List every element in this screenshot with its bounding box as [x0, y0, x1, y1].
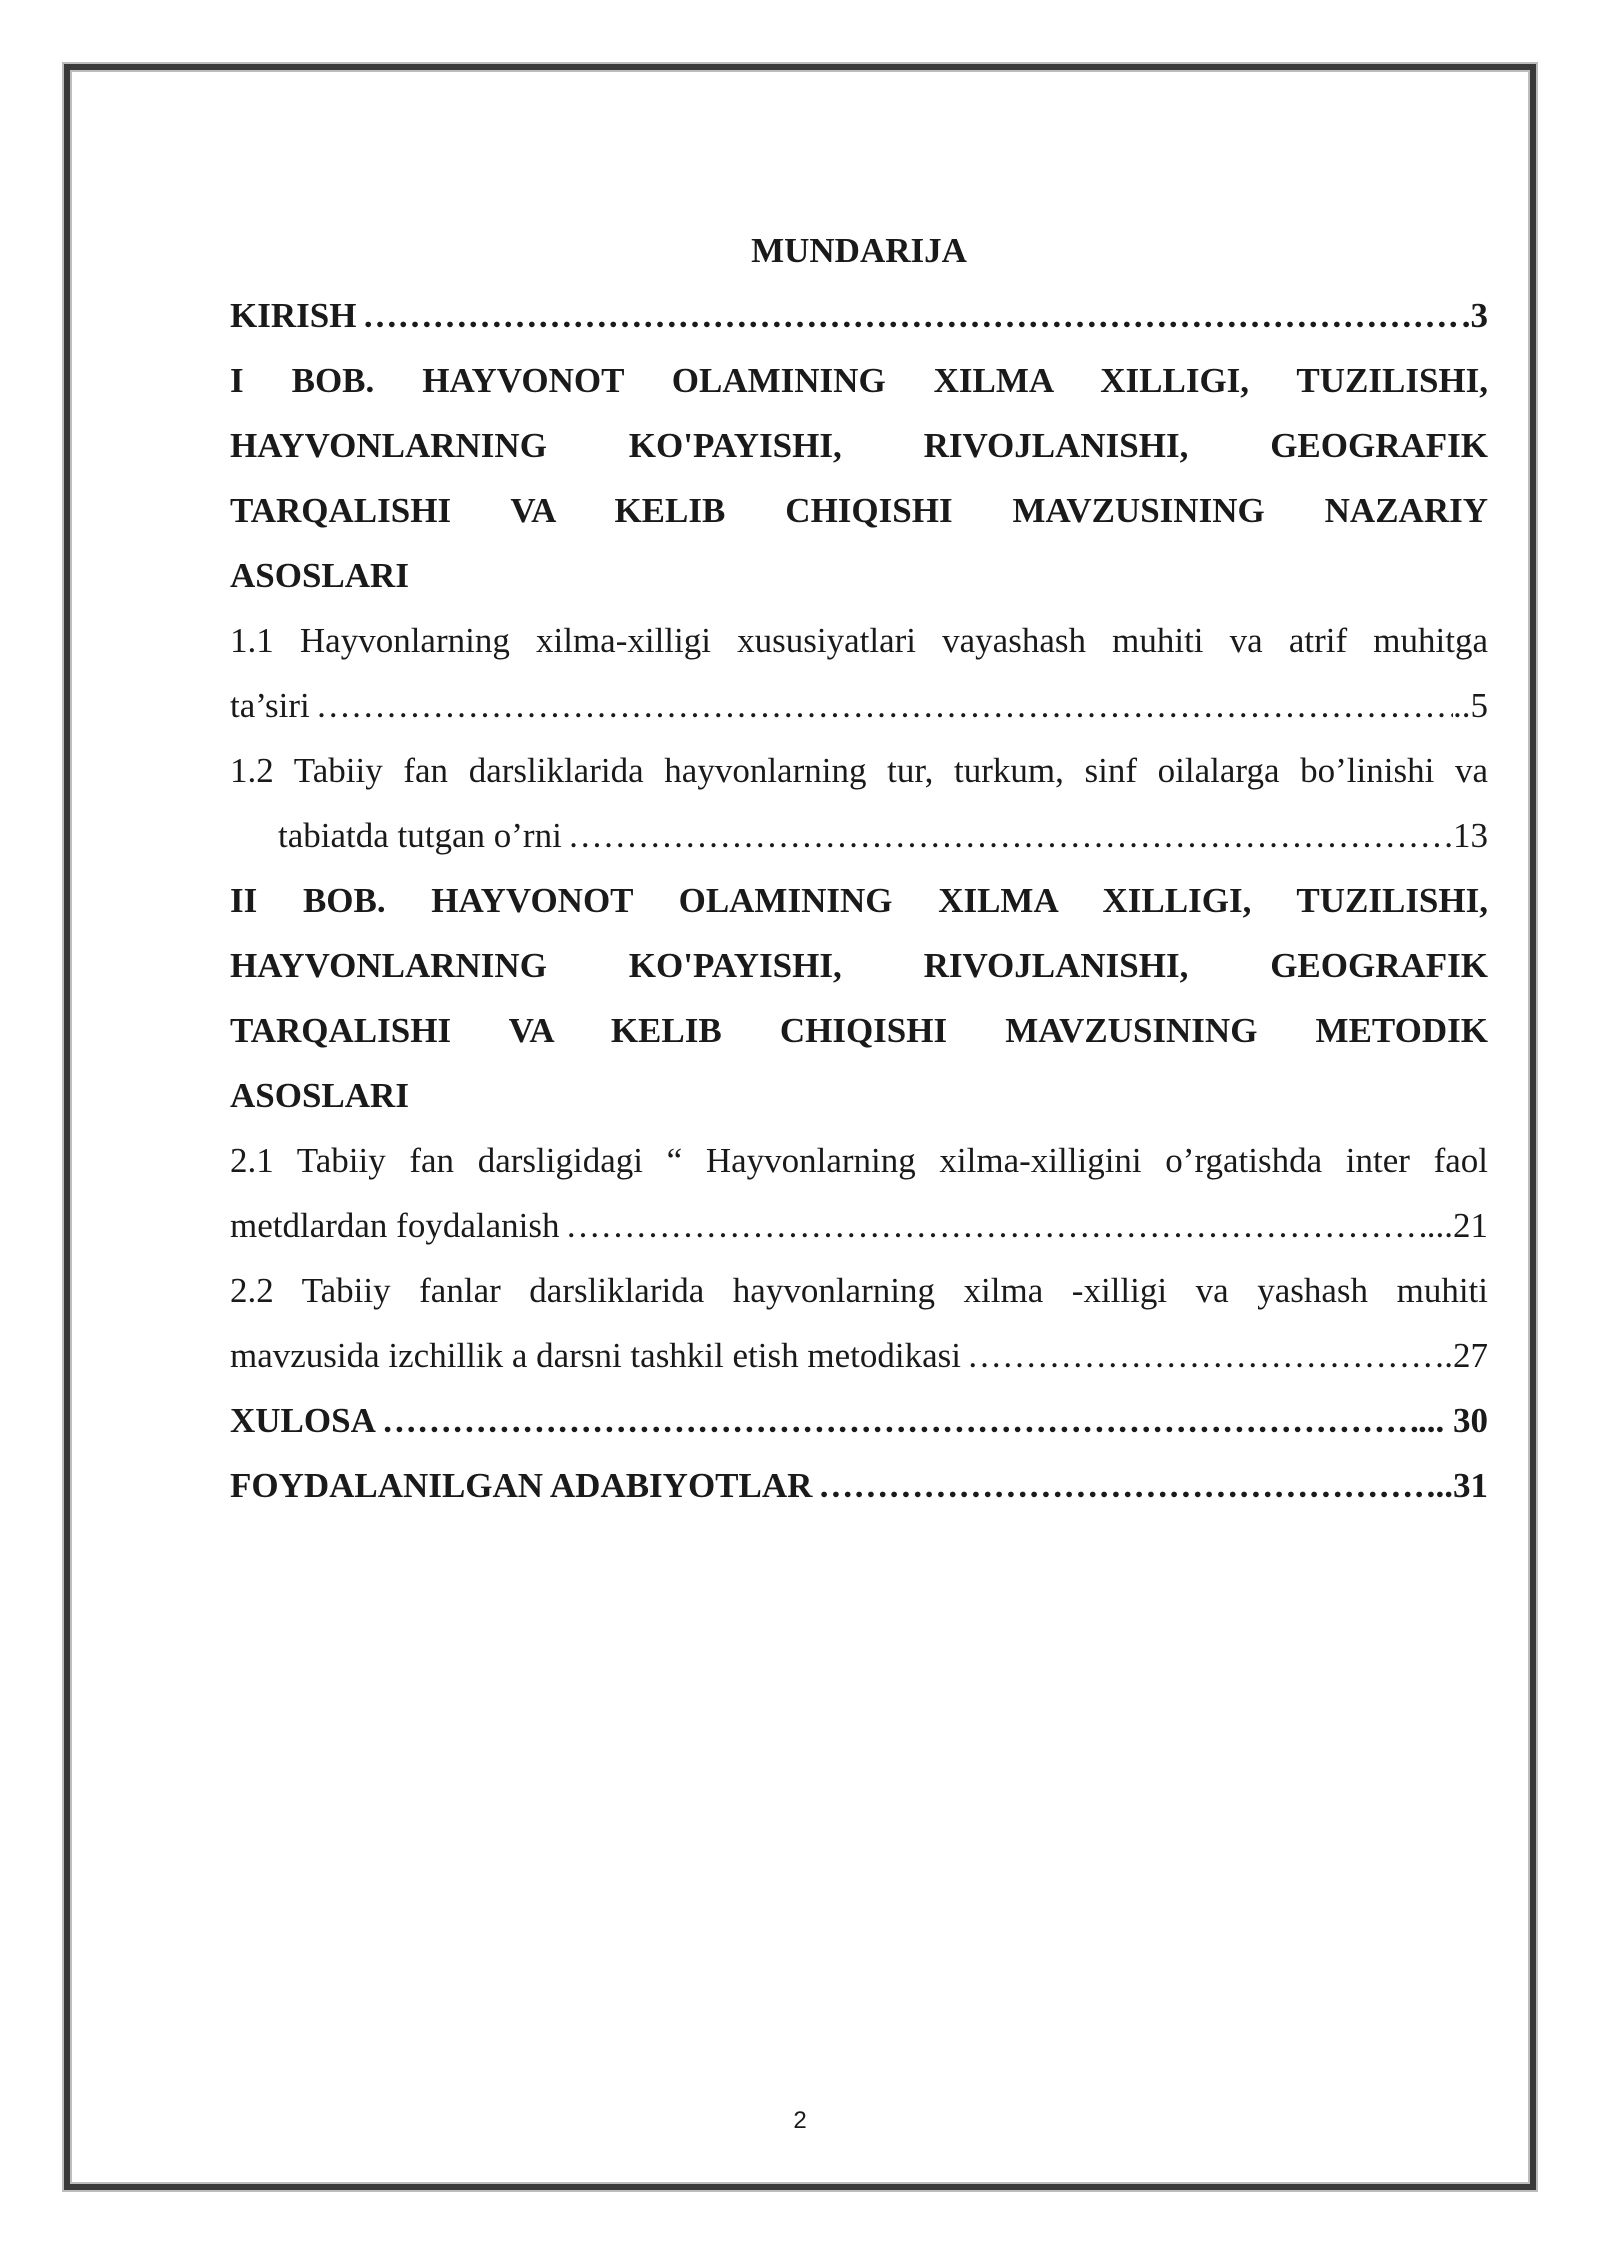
section-title-line: 1.2 Tabiiy fan darsliklarida hayvonlarning tur, turkum, sinf oilalarga bo’linishi va	[230, 751, 1488, 790]
toc-page-number: ...21	[1426, 1206, 1488, 1245]
toc-entry-label: mavzusida izchillik a darsni tashkil etish metodikasi	[230, 1336, 961, 1375]
dot-leader	[362, 283, 1461, 348]
toc-page-number: ... 30	[1418, 1401, 1488, 1440]
page-number: 2	[793, 2107, 807, 2134]
section-title-line: 2.2 Tabiiy fanlar darsliklarida hayvonlarning xilma -xilligi va yashash muhiti	[230, 1271, 1488, 1310]
toc-page-number: .13	[1444, 816, 1488, 855]
toc-entry-label: ta’siri	[230, 686, 310, 725]
chapter-heading-line: HAYVONLARNING KO'PAYISHI, RIVOJLANISHI, GEOGRAFIK	[230, 946, 1488, 985]
toc-section-1-2	[230, 738, 1488, 868]
toc-page-number: ..31	[1435, 1466, 1488, 1505]
chapter-heading-line: I BOB. HAYVONOT OLAMINING XILMA XILLIGI, TUZILISHI,	[230, 361, 1488, 400]
toc-section-2-2	[230, 1258, 1488, 1388]
toc-entry-adabiyotlar	[230, 1453, 1488, 1518]
dot-leader	[568, 803, 1444, 868]
chapter-heading-line: TARQALISHI VA KELIB CHIQISHI MAVZUSINING NAZARIY	[230, 491, 1488, 530]
toc-entry-label: tabiatda tutgan o’rni	[278, 816, 562, 855]
chapter-heading-line: II BOB. HAYVONOT OLAMINING XILMA XILLIGI, TUZILISHI,	[230, 881, 1488, 920]
toc-page-number: .3	[1461, 296, 1488, 335]
section-leader-row	[230, 673, 1488, 738]
toc-section-2-1	[230, 1128, 1488, 1258]
chapter-heading-line: TARQALISHI VA KELIB CHIQISHI MAVZUSINING METODIK	[230, 1011, 1488, 1050]
dot-leader	[967, 1323, 1444, 1388]
section-leader-row	[230, 1193, 1488, 1258]
dot-leader	[382, 1388, 1418, 1453]
chapter-heading-line: ASOSLARI	[230, 1076, 409, 1115]
toc-title: MUNDARIJA	[751, 231, 967, 270]
toc-chapter-1	[230, 348, 1488, 608]
table-of-contents	[230, 218, 1488, 1518]
dot-leader	[316, 673, 1453, 738]
section-leader-row	[230, 1323, 1488, 1388]
toc-entry-label: FOYDALANILGAN ADABIYOTLAR	[230, 1466, 813, 1505]
section-title-line: 1.1 Hayvonlarning xilma-xilligi xususiyatlari vayashash muhiti va atrif muhitga	[230, 621, 1488, 660]
section-leader-row	[230, 803, 1488, 868]
toc-section-1-1	[230, 608, 1488, 738]
toc-entry-label: metdlardan foydalanish	[230, 1206, 560, 1245]
toc-page-number: .27	[1444, 1336, 1488, 1375]
dot-leader	[818, 1453, 1435, 1518]
chapter-heading-line: ASOSLARI	[230, 556, 409, 595]
toc-chapter-2	[230, 868, 1488, 1128]
dot-leader	[565, 1193, 1426, 1258]
toc-page-number: ..5	[1453, 686, 1488, 725]
section-title-line: 2.1 Tabiiy fan darsligidagi “ Hayvonlarning xilma-xilligini o’rgatishda inter faol	[230, 1141, 1488, 1180]
toc-entry-label: XULOSA	[230, 1401, 376, 1440]
toc-entry-label: KIRISH	[230, 296, 357, 335]
chapter-heading-line: HAYVONLARNING KO'PAYISHI, RIVOJLANISHI, GEOGRAFIK	[230, 426, 1488, 465]
toc-entry-kirish	[230, 283, 1488, 348]
toc-entry-xulosa	[230, 1388, 1488, 1453]
